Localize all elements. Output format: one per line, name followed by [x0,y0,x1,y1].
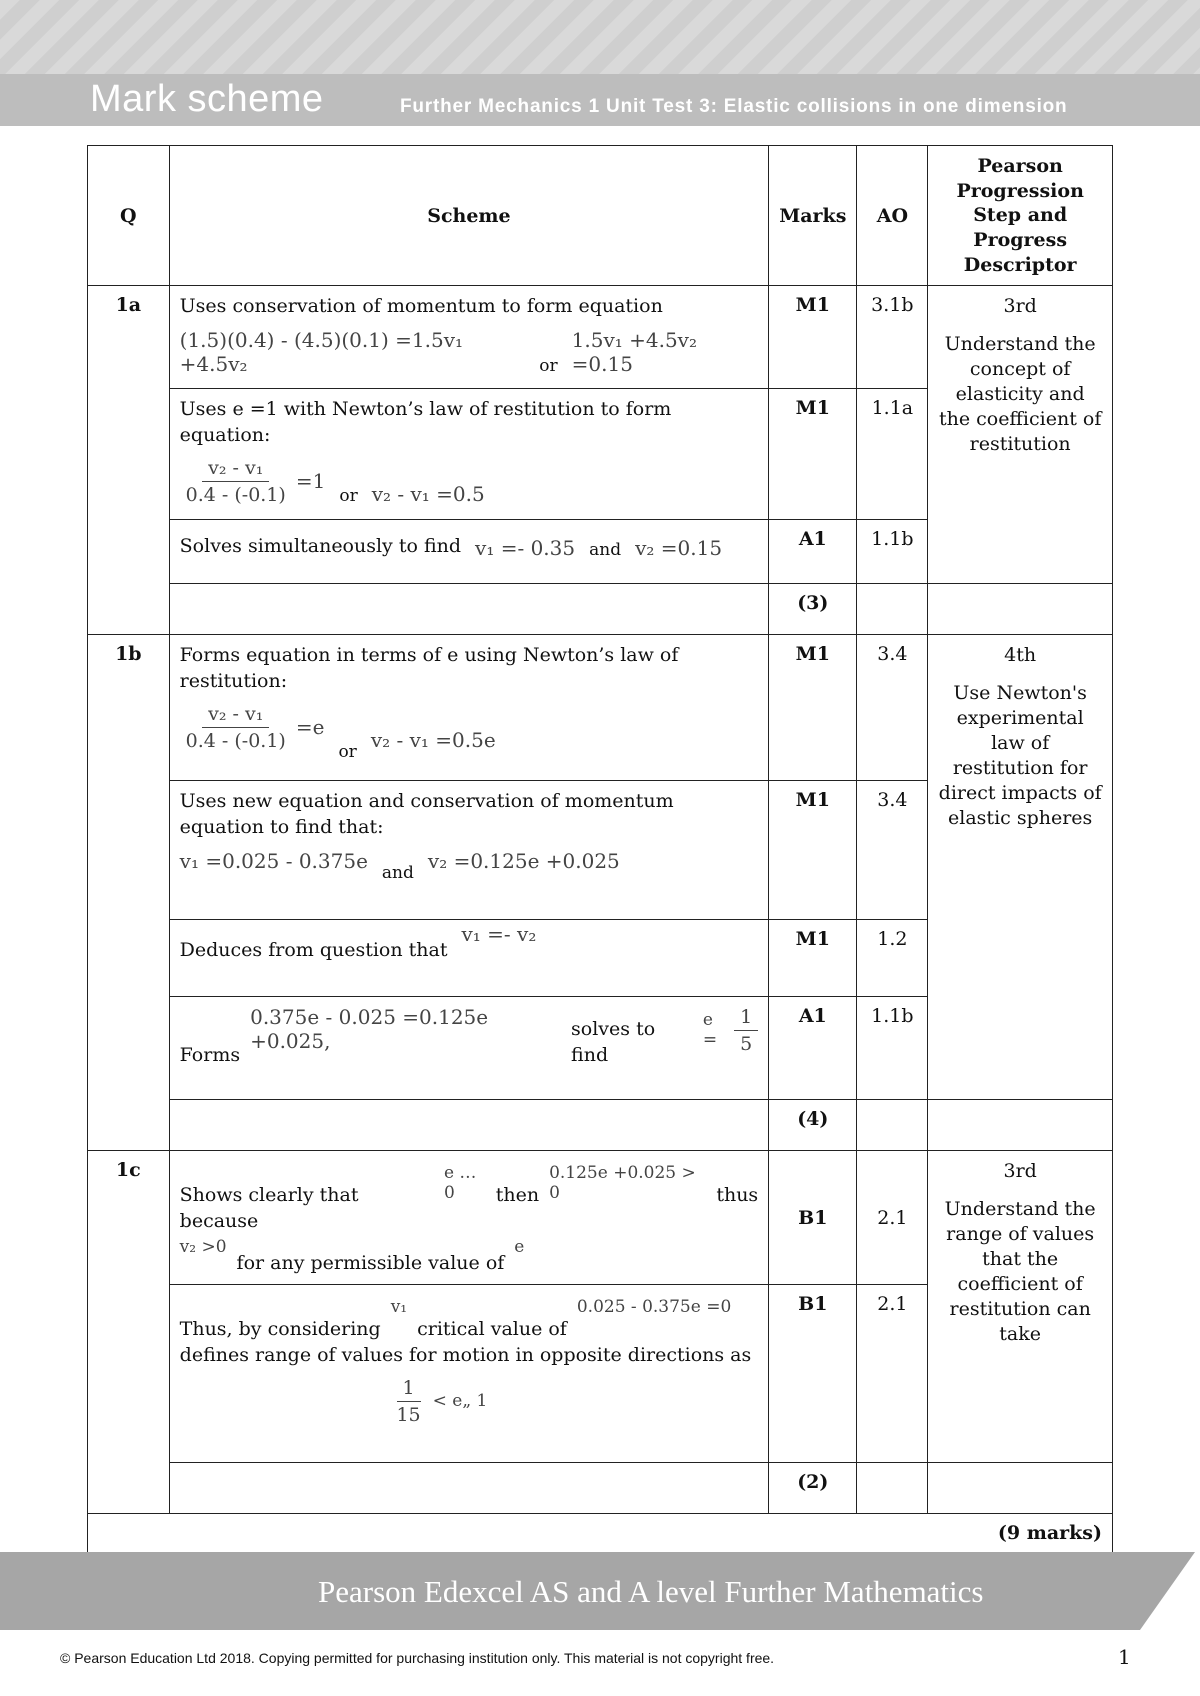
subtotal-marks: (4) [769,1100,857,1151]
progression-descriptor: Understand the range of values that the coefficient of restitution can take [944,1197,1096,1345]
fraction-numerator: 1 [397,1377,421,1402]
question-label: 1c [88,1151,170,1514]
math-expression: (1.5)(0.4) - (4.5)(0.1) =1.5v₁ +4.5v₂ [179,328,464,377]
table-row [88,286,1113,389]
page-subtitle: Further Mechanics 1 Unit Test 3: Elastic collisions in one dimension [400,96,1068,117]
math-expression: v₂ =0.125e +0.025 [427,848,620,873]
ao-cell: 1.1a [857,389,928,520]
math-expression: e [514,1236,525,1257]
fraction-denominator: 5 [740,1032,753,1055]
math-expression: v₂ - v₁ =0.5 [371,481,485,506]
scheme-cell [169,781,769,920]
mark-cell: B1 [769,1151,857,1285]
ao-cell: 1.1b [857,520,928,584]
progression-cell [928,1151,1113,1463]
mark-cell: M1 [769,635,857,781]
fraction-numerator: v₂ - v₁ [202,703,269,728]
math-expression: =1 [295,469,326,494]
and-text: and [381,862,414,883]
fraction-numerator: 1 [734,1006,758,1031]
table-row [88,1100,1113,1151]
ao-cell [857,584,928,635]
ao-cell [857,1463,928,1514]
scheme-text: Uses e =1 with Newton’s law of restitution to form equation: [179,398,672,447]
mark-cell: M1 [769,286,857,389]
math-expression: v₁ =0.025 - 0.375e [179,848,368,873]
subtotal-marks: (3) [769,584,857,635]
scheme-cell [169,997,769,1100]
table-row [88,584,1113,635]
ao-cell: 3.4 [857,635,928,781]
scheme-cell [169,1285,769,1463]
mark-cell: B1 [769,1285,857,1463]
fraction-numerator: v₂ - v₁ [202,457,269,482]
ao-cell: 2.1 [857,1151,928,1285]
column-header-q: Q [88,146,170,286]
math-expression: v₂ =0.15 [635,536,723,561]
progression-cell [928,286,1113,584]
math-expression: =e [295,715,325,740]
progression-cell [928,584,1113,635]
subtotal-marks: (2) [769,1463,857,1514]
or-text: or [339,485,358,506]
progression-cell [928,1463,1113,1514]
progression-step: 3rd [1003,1160,1037,1183]
math-expression: 0.125e +0.025 > 0 [549,1163,696,1204]
ao-cell: 3.1b [857,286,928,389]
progression-cell [928,1100,1113,1151]
mark-cell: A1 [769,520,857,584]
scheme-text: Solves simultaneously to find [179,535,462,558]
scheme-cell [169,389,769,520]
scheme-cell [169,520,769,584]
fraction-denominator: 0.4 - (-0.1) [185,483,286,506]
math-expression: v₁ [390,1297,408,1318]
scheme-text: critical value of [417,1318,567,1341]
page-number: 1 [1118,1645,1131,1669]
scheme-text: then [495,1184,540,1207]
math-expression: < e„ 1 [432,1391,488,1412]
column-header-ao: AO [857,146,928,286]
math-expression: v₂ >0 [179,1236,227,1257]
scheme-text: Deduces from question that [179,939,448,962]
page-title: Mark scheme [90,78,324,120]
scheme-text: Thus, by considering [179,1318,381,1341]
total-marks: (9 marks) [88,1514,1113,1565]
math-expression: e …0 [443,1163,477,1204]
mark-cell: A1 [769,997,857,1100]
math-expression: 0.025 - 0.375e =0 [576,1297,732,1318]
progression-descriptor: Use Newton's experimental law of restitution for direct impacts of elastic spheres [938,681,1102,829]
fraction-denominator: 15 [396,1403,421,1426]
fraction [180,457,292,506]
progression-step: 3rd [1003,295,1037,318]
footer-series-title: Pearson Edexcel AS and A level Further Mathematics [318,1574,984,1609]
fraction [180,703,292,752]
math-expression: 1.5v₁ +4.5v₂ =0.15 [571,328,698,377]
scheme-text: solves to find [571,1018,656,1067]
mark-scheme-table [87,145,1113,1565]
question-label: 1a [88,286,170,635]
ao-cell: 2.1 [857,1285,928,1463]
math-expression: v₁ =- v₂ [461,922,537,947]
and-text: and [589,540,622,561]
ao-cell: 1.1b [857,997,928,1100]
mark-cell: M1 [769,920,857,997]
ao-cell [857,1100,928,1151]
scheme-cell [169,584,769,635]
progression-step: 4th [1004,644,1037,667]
copyright-notice: © Pearson Education Ltd 2018. Copying permitted for purchasing institution only. This material is not copyright free. [60,1650,775,1666]
scheme-text: Uses new equation and conservation of momentum equation to find that: [179,790,674,839]
mark-cell: M1 [769,781,857,920]
scheme-cell [169,1100,769,1151]
table-row [88,1151,1113,1285]
math-expression: 0.375e - 0.025 =0.125e +0.025, [250,1004,489,1053]
ao-cell: 1.2 [857,920,928,997]
scheme-text: Shows clearly that because [179,1184,359,1233]
scheme-cell [169,920,769,997]
column-header-progression: Pearson Progression Step and Progress Descriptor [928,146,1113,286]
scheme-cell [169,1151,769,1285]
scheme-text: Uses conservation of momentum to form equation [179,295,663,318]
math-expression: v₁ =- 0.35 [475,536,576,561]
scheme-cell [169,1463,769,1514]
math-expression: e = [702,1010,718,1051]
scheme-text: Forms [179,1044,241,1067]
or-text: or [539,356,558,377]
fraction [390,1377,426,1426]
question-label: 1b [88,635,170,1151]
column-header-scheme: Scheme [169,146,769,286]
fraction [734,1006,758,1055]
math-expression: v₂ - v₁ =0.5e [370,727,496,752]
mark-cell: M1 [769,389,857,520]
progression-descriptor: Understand the concept of elasticity and the coefficient of restitution [938,332,1102,455]
column-header-marks: Marks [769,146,857,286]
table-row [88,1463,1113,1514]
fraction-denominator: 0.4 - (-0.1) [185,729,286,752]
scheme-cell [169,635,769,781]
scheme-text: for any permissible value of [236,1251,505,1274]
scheme-cell [169,286,769,389]
scheme-text: thus [716,1184,759,1207]
or-text: or [338,741,357,762]
scheme-text: defines range of values for motion in opposite directions as [179,1344,752,1366]
scheme-text: Forms equation in terms of e using Newton’s law of restitution: [179,644,679,693]
table-header-row [88,146,1113,286]
progression-cell [928,635,1113,1100]
table-row [88,635,1113,781]
ao-cell: 3.4 [857,781,928,920]
